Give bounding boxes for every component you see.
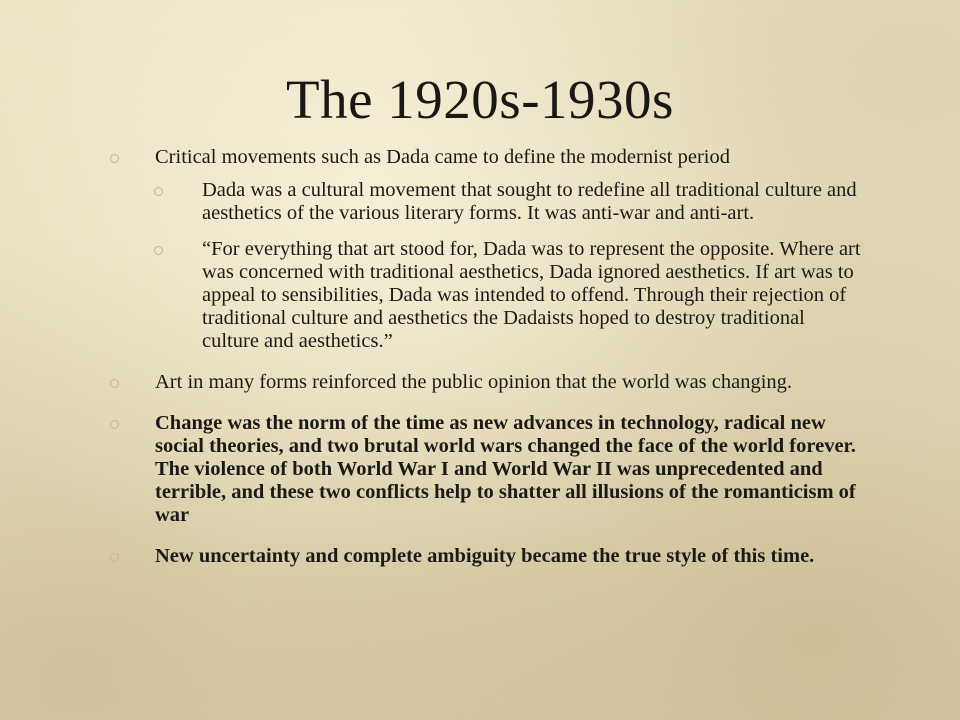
- circle-bullet-icon: [154, 246, 163, 255]
- sub-bullet-item: [202, 179, 862, 225]
- sub-bullet-text: Dada was a cultural movement that sought to redefine all traditional culture and aesthetics of the various literary forms. It was anti-war and anti-art.: [202, 179, 857, 224]
- circle-bullet-icon: [110, 154, 119, 163]
- sub-bullet-item: [202, 238, 862, 353]
- bullet-item: [155, 371, 870, 394]
- bullet-text: Art in many forms reinforced the public opinion that the world was changing.: [155, 371, 793, 393]
- bullet-text: Change was the norm of the time as new advances in technology, radical new social theories, and two brutal world wars changed the face of the world forever. The violence of both World War I and World War II was unprecedented and terrible, and these two conflicts help to shatter all illusions of the romanticism of war: [155, 412, 856, 526]
- slide-title: The 1920s-1930s: [286, 69, 674, 130]
- bullet-item: [155, 545, 870, 568]
- circle-bullet-icon: [154, 187, 163, 196]
- slide-content: [0, 146, 960, 568]
- circle-bullet-icon: [110, 379, 119, 388]
- bullet-text: New uncertainty and complete ambiguity became the true style of this time.: [155, 545, 815, 567]
- circle-bullet-icon: [110, 420, 119, 429]
- bullet-item: [155, 146, 870, 169]
- circle-bullet-icon: [110, 553, 119, 562]
- bullet-text: Critical movements such as Dada came to define the modernist period: [155, 146, 730, 168]
- sub-bullet-text: “For everything that art stood for, Dada was to represent the opposite. Where art was concerned with traditional aesthetics, Dada ignored aesthetics. If art was to appeal to sensibilities, Dada was intended to offend. Through their rejection of traditional culture and aesthetics the Dadaists hoped to destroy traditional culture and aesthetics.”: [202, 238, 861, 352]
- bullet-item: [155, 412, 870, 527]
